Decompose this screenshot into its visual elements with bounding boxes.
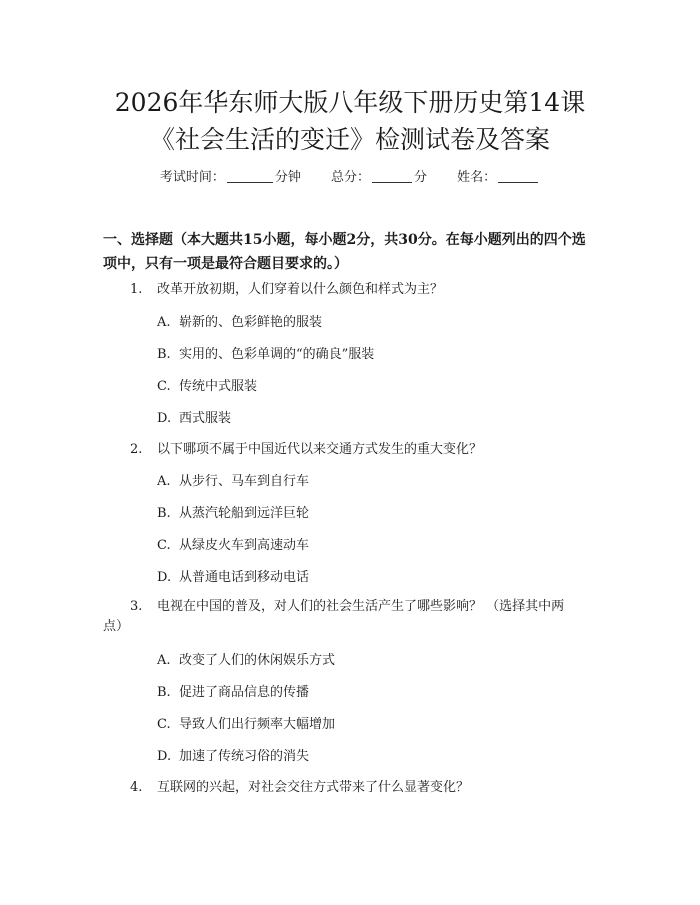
option-letter: B. [157,685,171,700]
option-text: 传统中式服装 [179,379,258,394]
section-heading-multiple-choice [103,228,603,276]
option-letter: D. [157,749,172,764]
option-text: 西式服装 [179,411,232,426]
question-number: 2. [130,442,143,457]
total-score-blank[interactable] [372,168,412,183]
option-text: 从蒸汽轮船到远洋巨轮 [179,506,310,521]
option-text: 实用的、色彩单调的“的确良”服装 [179,347,375,362]
total-score-label: 总分： [330,170,370,185]
exam-time-blank[interactable] [227,168,273,183]
question-3-option-a[interactable] [157,651,335,671]
question-1 [130,280,443,300]
exam-info-row [0,168,700,188]
option-letter: A. [157,653,171,668]
question-2 [130,440,482,460]
option-text: 促进了商品信息的传播 [179,685,310,700]
page-title-line1: 2026年华东师大版八年级下册历史第14课 [114,88,586,117]
question-text: 改革开放初期，人们穿着以什么颜色和样式为主？ [157,282,444,297]
question-3-option-b[interactable] [157,683,309,703]
question-text: 电视在中国的普及，对人们的社会生活产生了哪些影响？ （选择其中两 [157,599,565,614]
option-letter: C. [157,379,171,394]
question-number: 4. [130,780,143,795]
total-score-unit: 分 [414,170,428,185]
question-1-option-c[interactable] [157,377,257,397]
question-3-option-c[interactable] [157,715,335,735]
question-text-continuation: 点） [103,619,130,634]
option-letter: C. [157,538,171,553]
question-2-option-a[interactable] [157,472,309,492]
option-letter: D. [157,570,172,585]
exam-time-field [160,170,305,185]
question-text: 以下哪项不属于中国近代以来交通方式发生的重大变化？ [157,442,483,457]
student-name-blank[interactable] [498,168,538,183]
question-3-option-d[interactable] [157,747,309,767]
section-heading-line2: 项中，只有一项是最符合题目要求的。） [103,256,348,272]
option-letter: B. [157,347,171,362]
section-heading-line1: 一、选择题（本大题共15小题，每小题2分，共30分。在每小题列出的四个选 [103,232,586,248]
question-number: 1. [130,282,143,297]
exam-time-label: 考试时间： [159,170,225,185]
student-name-label: 姓名： [457,170,497,185]
question-2-option-c[interactable] [157,536,309,556]
option-text: 从步行、马车到自行车 [179,474,310,489]
option-letter: B. [157,506,171,521]
question-1-option-b[interactable] [157,345,374,365]
question-3 [103,597,565,634]
question-2-option-d[interactable] [157,568,309,588]
option-text: 改变了人们的休闲娱乐方式 [179,653,336,668]
option-letter: C. [157,717,171,732]
question-number: 3. [130,599,143,614]
option-text: 加速了传统习俗的消失 [179,749,310,764]
exam-time-unit: 分钟 [274,170,301,185]
option-text: 从普通电话到移动电话 [179,570,310,585]
option-letter: D. [157,411,172,426]
question-1-option-a[interactable] [157,313,322,333]
page-title-line2: 《社会生活的变迁》检测试卷及答案 [149,125,550,154]
question-2-option-b[interactable] [157,504,309,524]
option-text: 崭新的、色彩鲜艳的服装 [179,315,323,330]
option-text: 导致人们出行频率大幅增加 [179,717,336,732]
question-text: 互联网的兴起，对社会交往方式带来了什么显著变化？ [157,780,470,795]
option-letter: A. [157,315,171,330]
option-text: 从绿皮火车到高速动车 [179,538,310,553]
total-score-field [331,170,431,185]
question-1-option-d[interactable] [157,409,231,429]
question-4 [130,778,469,798]
option-letter: A. [157,474,171,489]
student-name-field [457,170,540,185]
